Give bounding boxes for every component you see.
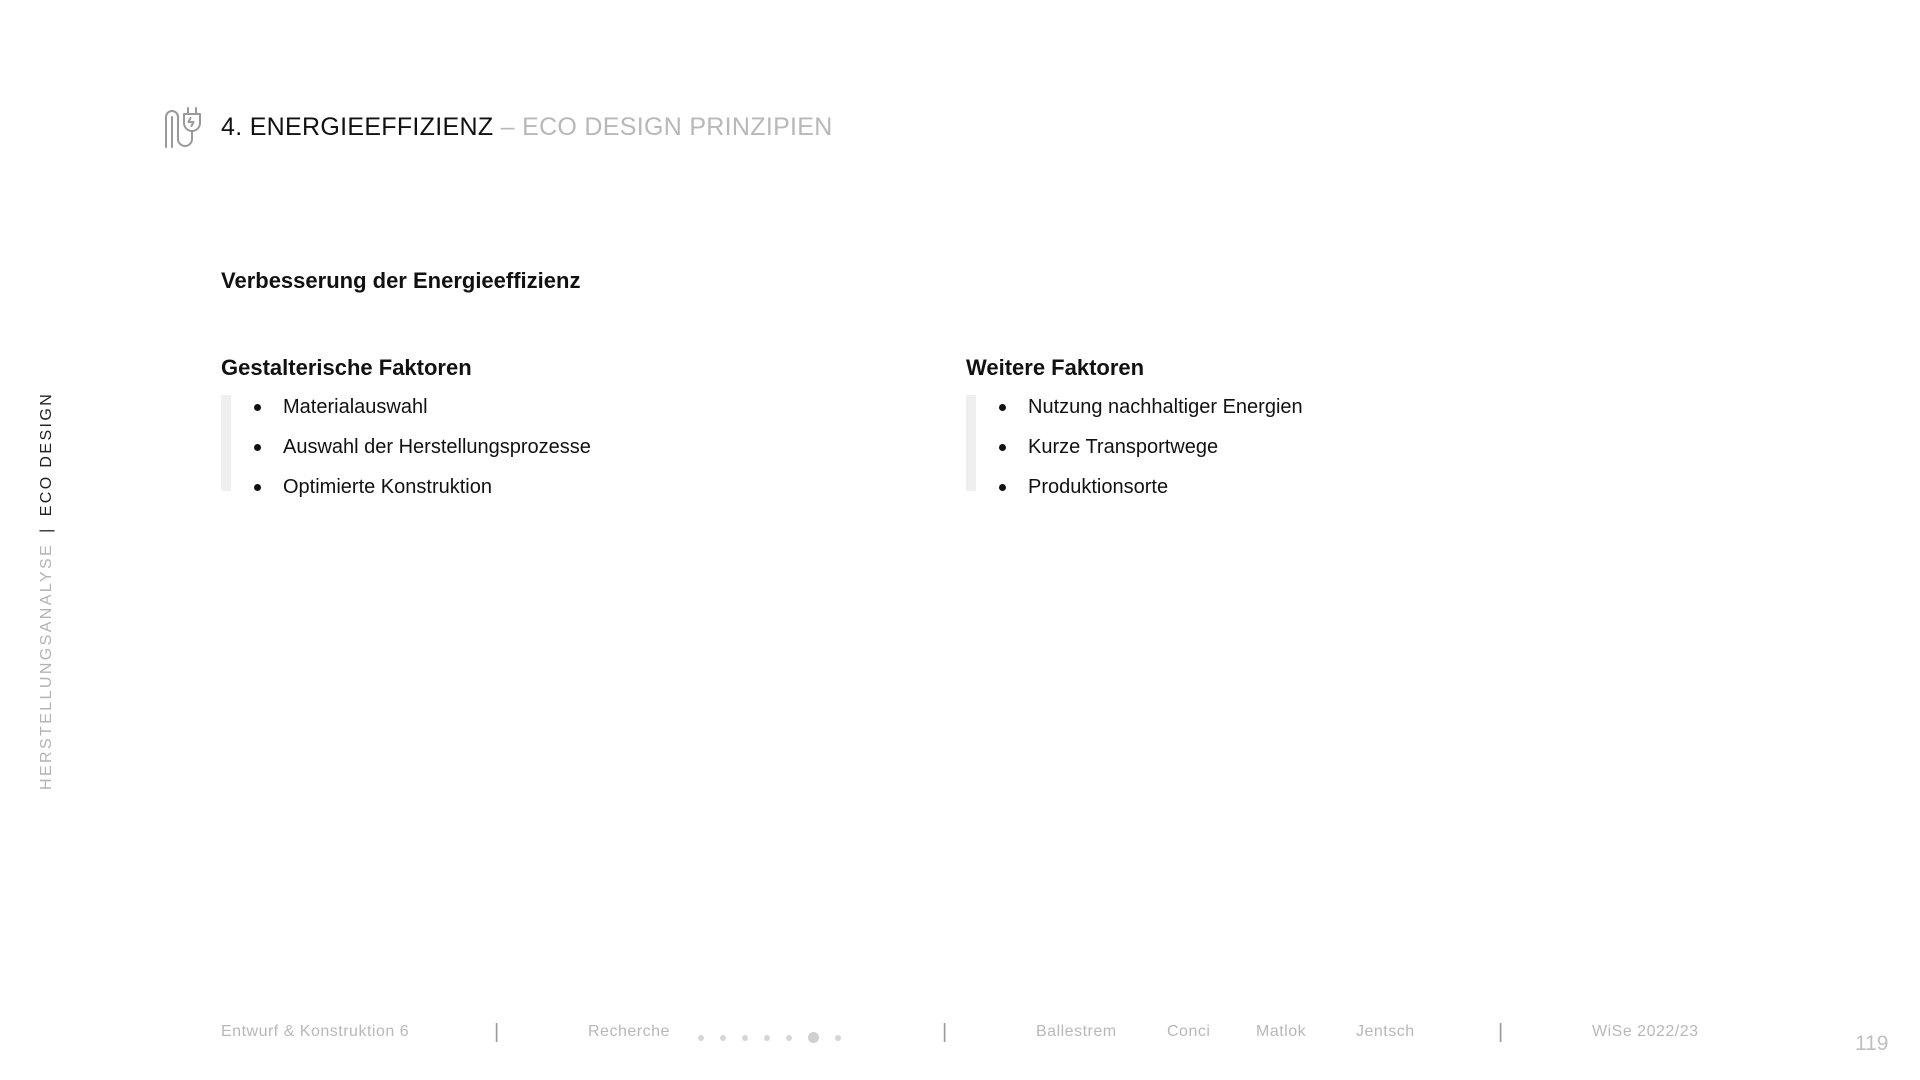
bullet-icon xyxy=(254,404,261,411)
footer-author: Ballestrem xyxy=(1036,1023,1117,1040)
design-factors-heading: Gestalterische Faktoren xyxy=(221,355,472,380)
side-section-label xyxy=(38,392,56,790)
page-number: 119 xyxy=(1855,1032,1889,1055)
design-factors-section xyxy=(221,355,921,507)
list-item-label: Kurze Transportwege xyxy=(1028,436,1219,458)
footer-author: Jentsch xyxy=(1356,1023,1415,1040)
footer-course: Entwurf & Konstruktion 6 xyxy=(221,1023,410,1040)
list-item xyxy=(254,387,921,427)
footer-term: WiSe 2022/23 xyxy=(1592,1023,1699,1040)
other-factors-heading: Weitere Faktoren xyxy=(966,355,1145,380)
bullet-icon xyxy=(999,484,1006,491)
footer-divider: | xyxy=(942,1021,948,1043)
progress-dot-active xyxy=(808,1032,819,1043)
footer-divider: | xyxy=(1498,1021,1504,1043)
bullet-icon xyxy=(999,404,1006,411)
bullet-icon xyxy=(254,444,261,451)
other-factors-section xyxy=(966,355,1666,507)
progress-dot xyxy=(764,1035,770,1041)
plug-icon xyxy=(160,104,204,154)
page-title xyxy=(221,113,833,142)
progress-dot xyxy=(835,1035,841,1041)
bullet-icon xyxy=(254,484,261,491)
side-label-separator: | xyxy=(38,526,55,533)
list-item-label: Optimierte Konstruktion xyxy=(283,476,492,498)
list-item-label: Nutzung nachhaltiger Energien xyxy=(1028,396,1303,418)
progress-dot xyxy=(720,1035,726,1041)
other-factors-list xyxy=(966,387,1666,507)
footer-divider: | xyxy=(494,1021,500,1043)
side-label-chapter: HERSTELLUNGSANALYSE xyxy=(38,542,55,790)
progress-dot xyxy=(698,1035,704,1041)
progress-dot xyxy=(786,1035,792,1041)
list-item xyxy=(999,467,1666,507)
list-item xyxy=(999,427,1666,467)
progress-dots xyxy=(698,1032,841,1043)
intro-heading: Verbesserung der Energieeffizienz xyxy=(221,268,581,293)
list-item xyxy=(999,387,1666,427)
bullet-icon xyxy=(999,444,1006,451)
footer-section: Recherche xyxy=(588,1023,670,1040)
title-main: 4. ENERGIEEFFIZIENZ xyxy=(221,113,494,141)
design-factors-list xyxy=(221,387,921,507)
footer-author: Conci xyxy=(1167,1023,1211,1040)
list-item xyxy=(254,467,921,507)
accent-bar xyxy=(966,395,976,491)
list-item-label: Auswahl der Herstellungsprozesse xyxy=(283,436,591,458)
side-label-current: ECO DESIGN xyxy=(38,391,55,517)
title-subtitle: – ECO DESIGN PRINZIPIEN xyxy=(493,113,833,141)
footer-author: Matlok xyxy=(1256,1023,1307,1040)
progress-dot xyxy=(742,1035,748,1041)
list-item xyxy=(254,427,921,467)
list-item-label: Materialauswahl xyxy=(283,396,428,418)
accent-bar xyxy=(221,395,231,491)
list-item-label: Produktionsorte xyxy=(1028,476,1169,498)
